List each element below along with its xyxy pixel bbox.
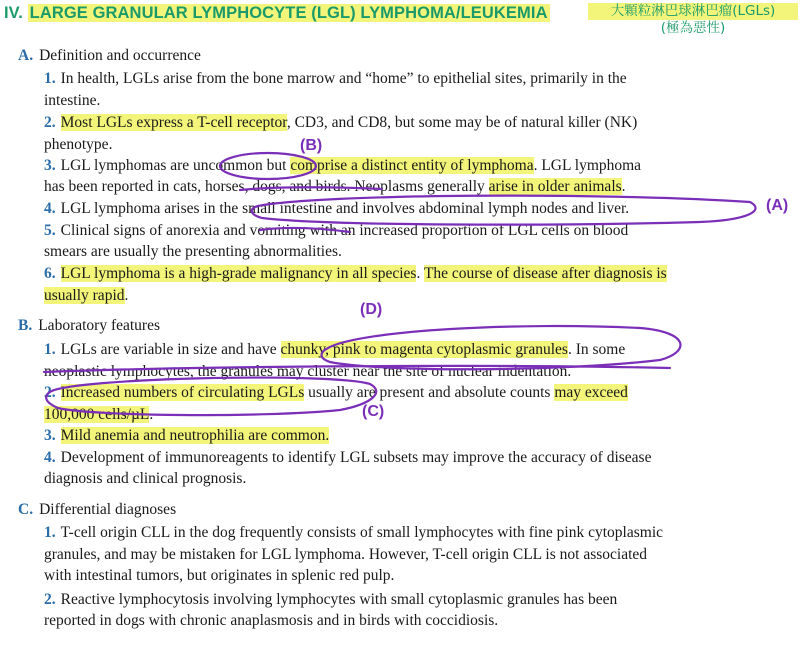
- a5-line2: smears are usually the presenting abnormalities.: [44, 243, 342, 260]
- a6-line1: 6. LGL lymphoma is a high-grade malignancy in all species. The course of disease after diagnosis is: [44, 265, 667, 282]
- section-b-title: B. Laboratory features: [18, 317, 161, 334]
- c1-line2: granules, and may be mistaken for LGL lymphoma. However, T-cell origin CLL is not associated: [44, 546, 648, 563]
- a2-line2: phenotype.: [44, 136, 113, 153]
- a2-line1: 2. Most LGLs express a T-cell receptor, CD3, and CD8, but some may be of natural killer (NK): [44, 114, 638, 131]
- a4-line: 4. LGL lymphoma arises in the small intestine and involves abdominal lymph nodes and liver.: [44, 200, 630, 217]
- b1-line2: neoplastic lymphocytes, the granules may cluster near the site of nuclear indentation.: [44, 363, 572, 380]
- b3-line: 3. Mild anemia and neutrophilia are common.: [44, 427, 330, 444]
- b4-line1: 4. Development of immunoreagents to identify LGL subsets may improve the accuracy of disease: [44, 449, 652, 466]
- c2-line1: 2. Reactive lymphocytosis involving lymphocytes with small cytoplasmic granules has been: [44, 591, 618, 608]
- b2-line1: 2. Increased numbers of circulating LGLs usually are present and absolute counts may exceed: [44, 384, 628, 401]
- heading-title: LARGE GRANULAR LYMPHOCYTE (LGL) LYMPHOMA/LEUKEMIA: [29, 4, 548, 22]
- note-line-1: 大顆粒淋巴球淋巴瘤(LGLs): [588, 3, 798, 20]
- c2-line2: reported in dogs with chronic anaplasmosis and in birds with coccidiosis.: [44, 612, 499, 629]
- section-c-title: C. Differential diagnoses: [18, 501, 177, 518]
- mark-c: (C): [362, 403, 385, 420]
- mark-d: (D): [360, 301, 383, 318]
- mark-b: (B): [300, 137, 323, 154]
- mark-a: (A): [766, 197, 789, 214]
- section-a-title: A. Definition and occurrence: [18, 47, 201, 64]
- a5-line1: 5. Clinical signs of anorexia and vomiting with an increased proportion of LGL cells on blood: [44, 222, 629, 239]
- b2-line2: 100,000 cells/µL.: [44, 406, 154, 423]
- a1-line2: intestine.: [44, 92, 101, 109]
- a3-line2: has been reported in cats, horses, dogs, and birds. Neoplasms generally arise in older animals.: [44, 178, 626, 195]
- heading-numeral: IV.: [4, 4, 23, 22]
- a6-line2: usually rapid.: [44, 287, 129, 304]
- handwritten-note-chinese: [588, 3, 798, 37]
- note-line-2: (極為惡性): [660, 20, 726, 36]
- section-heading: [4, 4, 550, 26]
- b4-line2: diagnosis and clinical prognosis.: [44, 470, 247, 487]
- c1-line3: with intestinal tumors, but originates in splenic red pulp.: [44, 567, 395, 584]
- a1-line1: 1. In health, LGLs arise from the bone marrow and “home” to epithelial sites, primarily in the: [44, 70, 627, 87]
- a3-line1: 3. LGL lymphomas are uncommon but comprise a distinct entity of lymphoma. LGL lymphoma: [44, 157, 642, 174]
- c1-line1: 1. T-cell origin CLL in the dog frequently consists of small lymphocytes with fine pink cytoplasmic: [44, 524, 664, 541]
- b1-line1: 1. LGLs are variable in size and have chunky, pink to magenta cytoplasmic granules. In some: [44, 341, 626, 358]
